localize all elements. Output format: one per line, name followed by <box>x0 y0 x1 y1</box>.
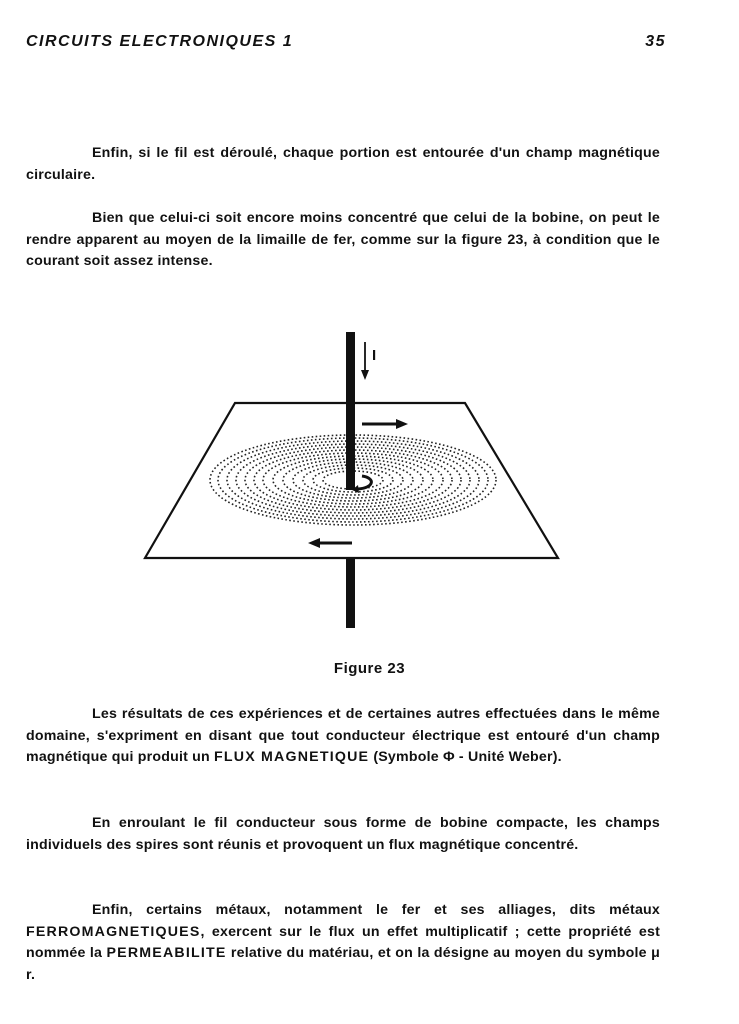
paragraph-3 <box>26 704 660 769</box>
wire-lower <box>346 558 355 628</box>
paragraph-3-text-b: (Symbole Φ - Unité Weber). <box>369 749 562 765</box>
paragraph-4-text: En enroulant le fil conducteur sous forme de bobine compacte, les champs individuels des spires sont réunis et provoquent un flux magnétique concentré. <box>26 815 660 853</box>
wire-upper <box>346 332 355 490</box>
figure-caption: Figure 23 <box>333 660 406 677</box>
current-label: I <box>372 347 377 364</box>
running-header <box>26 33 666 57</box>
current-arrow-icon <box>361 370 369 380</box>
paragraph-3-text-a: Les résultats de ces expériences et de certaines autres effectuées dans le même domaine, s'expriment en disant que tout conducteur électrique est entouré d'un champ magnétique qui produit un <box>26 706 660 765</box>
paragraph-4 <box>26 813 660 856</box>
paragraph-2 <box>26 208 660 273</box>
paragraph-1-text: Enfin, si le fil est déroulé, chaque portion est entourée d'un champ magnétique circulaire. <box>26 145 660 183</box>
paragraph-1 <box>26 143 660 186</box>
paragraph-5-text-c: relative du matériau, et on la désigne au moyen du symbole μ r. <box>26 945 660 983</box>
permeabilite-term: PERMEABILITE <box>106 945 227 961</box>
page-number: 35 <box>645 33 666 50</box>
paragraph-5-text-a: Enfin, certains métaux, notamment le fer et ses alliages, dits métaux <box>92 902 660 918</box>
paragraph-2-text: Bien que celui-ci soit encore moins concentré que celui de la bobine, on peut le rendre apparent au moyen de la limaille de fer, comme sur la figure 23, à condition que le courant soit assez intense. <box>26 210 660 269</box>
figure-23-illustration <box>140 330 565 630</box>
paragraph-5 <box>26 900 660 986</box>
paragraph-5-text-b: , exercent sur le flux un effet multiplicatif ; cette propriété est nommée la <box>26 923 660 961</box>
chapter-title: CIRCUITS ELECTRONIQUES 1 <box>26 33 294 50</box>
ferromagnetiques-term: FERROMAGNETIQUES <box>26 923 201 940</box>
flux-magnetique-term: FLUX MAGNETIQUE <box>214 749 370 765</box>
